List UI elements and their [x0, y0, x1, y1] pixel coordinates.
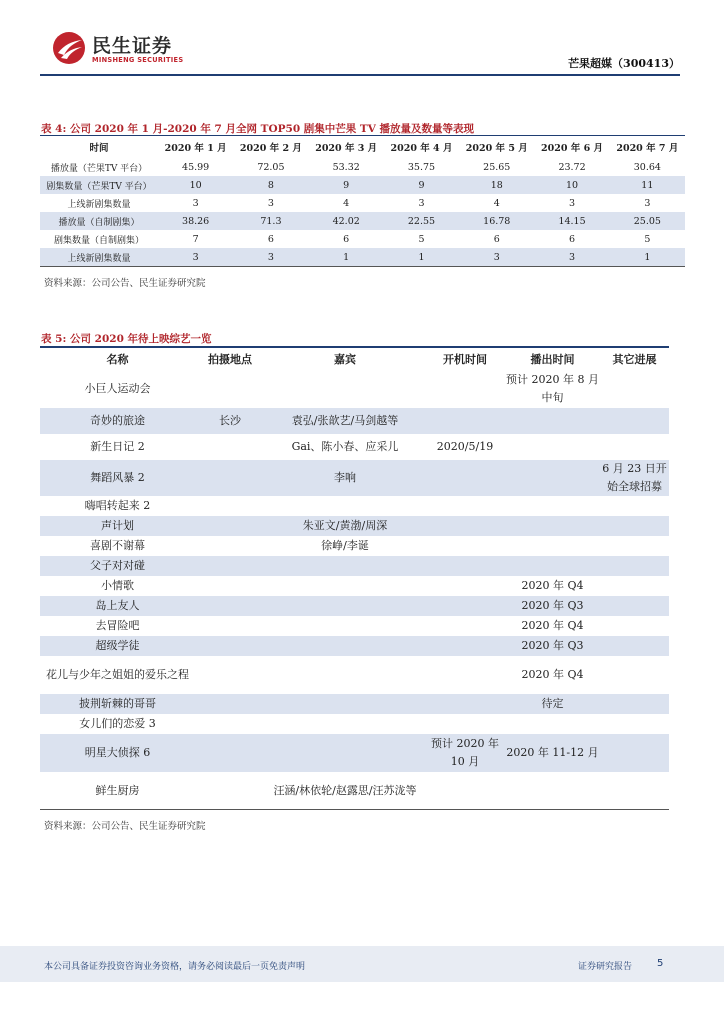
row-label: 剧集数量（自制剧集） [53, 235, 144, 246]
row-label: 上线新剧集数量 [67, 199, 131, 210]
cell-start [425, 656, 505, 694]
table-cell: 53.32 [332, 161, 360, 173]
cell-location [195, 636, 265, 656]
table-cell: 3 [233, 248, 308, 266]
table-cell: 38.26 [158, 212, 233, 230]
table-cell: 11 [610, 176, 685, 194]
table-row [40, 434, 669, 460]
table-cell: 9 [384, 176, 459, 194]
cell-name: 声计划 [40, 516, 195, 536]
cell-location [195, 370, 265, 408]
logo-text-cn: 民生证券 [92, 35, 173, 57]
cell-name: 小巨人运动会 [84, 382, 151, 395]
table-row [40, 536, 669, 556]
cell-location [195, 734, 265, 772]
table-cell: 10 [158, 176, 233, 194]
table-cell: 14.15 [534, 212, 609, 230]
cell-other [600, 734, 669, 772]
table-cell: 3 [192, 197, 199, 209]
table-cell: 3 [569, 197, 576, 209]
table4-col-header: 2020 年 2 月 [233, 136, 308, 158]
table-cell: 3 [267, 197, 274, 209]
cell-name: 小情歌 [101, 579, 134, 592]
cell-guests: 李响 [265, 460, 425, 496]
cell-name: 新生日记 2 [90, 440, 145, 453]
cell-other [600, 434, 669, 460]
table-row [40, 616, 669, 636]
cell-location [195, 460, 265, 496]
table-row [40, 772, 669, 810]
cell-air [505, 434, 600, 460]
cell-location [195, 496, 265, 516]
cell-other [600, 616, 669, 636]
cell-air [505, 556, 600, 576]
table-row [40, 460, 669, 496]
table-cell: 16.78 [459, 212, 534, 230]
table-row [40, 158, 685, 176]
table-cell: 1 [610, 248, 685, 266]
table5-col-header: 开机时间 [425, 348, 505, 370]
table-cell: 25.65 [483, 161, 511, 173]
table-cell: 35.75 [407, 161, 436, 173]
row-label: 播放量（自制剧集） [40, 212, 158, 230]
table-cell: 6 [493, 233, 500, 245]
table-cell: 1 [309, 248, 384, 266]
table-cell: 8 [233, 176, 308, 194]
table-row [40, 194, 685, 212]
table-row [40, 734, 669, 772]
cell-guests [265, 576, 425, 596]
cell-location [195, 536, 265, 556]
cell-start [425, 596, 505, 616]
cell-air [505, 714, 600, 734]
page-number: 5 [657, 958, 664, 969]
table5-source: 资料来源：公司公告、民生证券研究院 [44, 821, 206, 832]
row-label: 上线新剧集数量 [40, 248, 158, 266]
minsheng-logo-icon [52, 31, 86, 65]
cell-name: 披荆斩棘的哥哥 [40, 694, 195, 714]
table-cell: 23.72 [558, 161, 586, 173]
cell-guests [265, 596, 425, 616]
cell-guests [265, 496, 425, 516]
cell-name: 嗨唱转起来 2 [84, 499, 151, 512]
table-row [40, 576, 669, 596]
table-row [40, 496, 669, 516]
table-cell: 6 [343, 233, 350, 245]
cell-location [195, 772, 265, 810]
table-cell: 6 [267, 233, 274, 245]
table5-col-header: 名称 [40, 348, 195, 370]
cell-start [425, 516, 505, 536]
cell-guests: 袁弘/张歆艺/马剑越等 [265, 408, 425, 434]
cell-air [505, 516, 600, 536]
cell-other [600, 536, 669, 556]
table-row [40, 516, 669, 536]
cell-name: 女儿们的恋爱 3 [79, 717, 156, 730]
table-cell: 4 [343, 197, 350, 209]
table-cell: 71.3 [233, 212, 308, 230]
table-row [40, 596, 669, 616]
table4-header-row [40, 136, 685, 158]
table-cell: 25.05 [610, 212, 685, 230]
table-row [40, 408, 669, 434]
cell-air: 2020 年 Q4 [521, 668, 584, 681]
cell-air: 2020 年 Q3 [505, 596, 600, 616]
table-row [40, 714, 669, 734]
company-name: 芒果超媒（300413） [568, 57, 680, 70]
table5-col-header: 拍摄地点 [195, 348, 265, 370]
table4-title: 表 4: 公司 2020 年 1 月-2020 年 7 月全网 TOP50 剧集中芒果 TV 播放量及数量等表现 [41, 123, 475, 135]
cell-guests [265, 370, 425, 408]
cell-guests [265, 656, 425, 694]
cell-air: 待定 [505, 694, 600, 714]
cell-start [425, 714, 505, 734]
cell-other [600, 516, 669, 536]
cell-guests: 汪涵/林依轮/赵露思/汪苏泷等 [273, 784, 417, 797]
table-row [40, 556, 669, 576]
table-row [40, 636, 669, 656]
table-cell: 45.99 [182, 161, 210, 173]
cell-guests: 徐峥/李诞 [321, 539, 369, 552]
footer-report-type: 证券研究报告 [578, 962, 633, 972]
cell-air [505, 460, 600, 496]
cell-air [505, 408, 600, 434]
table-row [40, 230, 685, 248]
cell-start [425, 536, 505, 556]
cell-name: 舞蹈风暴 2 [40, 460, 195, 496]
table-cell: 42.02 [309, 212, 384, 230]
cell-start [425, 460, 505, 496]
table-row [40, 248, 685, 266]
table5 [40, 348, 669, 810]
cell-name: 喜剧不谢幕 [90, 539, 145, 552]
cell-name: 奇妙的旅途 [40, 408, 195, 434]
cell-start [425, 556, 505, 576]
cell-other [600, 596, 669, 616]
cell-guests [265, 694, 425, 714]
table-cell: 9 [309, 176, 384, 194]
cell-location [195, 434, 265, 460]
cell-location [195, 616, 265, 636]
cell-other [600, 694, 669, 714]
cell-guests [265, 636, 425, 656]
cell-air: 2020 年 11-12 月 [505, 734, 600, 772]
cell-other [600, 370, 669, 408]
cell-start: 预计 2020 年 10 月 [425, 734, 505, 772]
cell-air: 2020 年 Q4 [521, 619, 584, 632]
cell-location [195, 576, 265, 596]
table-cell: 30.64 [633, 161, 661, 173]
table4-col-header: 2020 年 4 月 [384, 136, 459, 158]
cell-name: 花儿与少年之姐姐的爱乐之程 [46, 668, 189, 681]
cell-air [505, 496, 600, 516]
cell-other [600, 496, 669, 516]
cell-air [505, 772, 600, 810]
cell-name: 鲜生厨房 [95, 784, 140, 797]
table-row [40, 370, 669, 408]
cell-name: 明星大侦探 6 [40, 734, 195, 772]
table5-title: 表 5: 公司 2020 年待上映综艺一览 [41, 333, 212, 345]
cell-air [505, 536, 600, 556]
table-cell: 1 [384, 248, 459, 266]
cell-other [600, 408, 669, 434]
logo-text-en: MINSHENG SECURITIES [92, 56, 184, 64]
table-cell: 3 [418, 197, 425, 209]
cell-name: 超级学徒 [40, 636, 195, 656]
table4-col-header: 2020 年 6 月 [534, 136, 609, 158]
table-cell: 3 [158, 248, 233, 266]
cell-location [195, 694, 265, 714]
table4-source: 资料来源：公司公告、民生证券研究院 [44, 278, 206, 289]
cell-location [195, 596, 265, 616]
cell-other [600, 656, 669, 694]
table-cell: 5 [418, 233, 425, 245]
cell-guests [265, 616, 425, 636]
cell-other [600, 636, 669, 656]
table-row [40, 656, 669, 694]
table4-col-header: 2020 年 3 月 [309, 136, 384, 158]
table4-col-header: 时间 [40, 136, 158, 158]
cell-start [425, 694, 505, 714]
table-cell: 10 [534, 176, 609, 194]
cell-name: 岛上友人 [40, 596, 195, 616]
cell-start [425, 408, 505, 434]
cell-location [195, 714, 265, 734]
table-cell: 4 [493, 197, 500, 209]
cell-location [195, 656, 265, 694]
cell-guests [265, 714, 425, 734]
table4 [40, 136, 685, 266]
table-cell: 18 [459, 176, 534, 194]
cell-other [600, 772, 669, 810]
cell-name: 父子对对碰 [40, 556, 195, 576]
cell-location [195, 556, 265, 576]
cell-other: 6 月 23 日开始全球招募 [600, 460, 669, 496]
table5-bottom-rule [40, 809, 669, 810]
row-label: 剧集数量（芒果TV 平台） [40, 176, 158, 194]
table4-col-header: 2020 年 5 月 [459, 136, 534, 158]
cell-guests: 朱亚文/黄渤/周深 [265, 516, 425, 536]
cell-start [425, 616, 505, 636]
table4-bottom-rule [40, 266, 685, 267]
table4-col-header: 2020 年 1 月 [158, 136, 233, 158]
table4-col-header: 2020 年 7 月 [610, 136, 685, 158]
cell-start [425, 636, 505, 656]
cell-location: 长沙 [195, 408, 265, 434]
table-cell: 7 [192, 233, 199, 245]
table-cell: 72.05 [257, 161, 285, 173]
table-row [40, 176, 685, 194]
cell-start [425, 370, 505, 408]
table-cell: 6 [569, 233, 576, 245]
table-cell: 3 [644, 197, 651, 209]
table-cell: 3 [459, 248, 534, 266]
table-row [40, 694, 669, 714]
table5-col-header: 其它进展 [600, 348, 669, 370]
cell-other [600, 576, 669, 596]
cell-other [600, 714, 669, 734]
cell-location [195, 516, 265, 536]
table-cell: 5 [644, 233, 651, 245]
cell-start [425, 772, 505, 810]
cell-guests: Gai、陈小春、应采儿 [291, 440, 399, 453]
cell-guests [265, 734, 425, 772]
cell-guests [265, 556, 425, 576]
row-label: 播放量（芒果TV 平台） [50, 163, 148, 174]
cell-start [425, 496, 505, 516]
table-cell: 22.55 [384, 212, 459, 230]
header-divider [40, 74, 680, 76]
cell-air: 2020 年 Q4 [521, 579, 584, 592]
cell-air: 预计 2020 年 8 月中旬 [506, 373, 599, 404]
cell-other [600, 556, 669, 576]
table5-header-row [40, 348, 669, 370]
cell-start [425, 576, 505, 596]
table-cell: 3 [534, 248, 609, 266]
table5-col-header: 播出时间 [505, 348, 600, 370]
footer-disclaimer: 本公司具备证券投资咨询业务资格，请务必阅读最后一页免责声明 [44, 962, 306, 972]
cell-air: 2020 年 Q3 [505, 636, 600, 656]
table-row [40, 212, 685, 230]
cell-name: 去冒险吧 [95, 619, 140, 632]
table5-col-header: 嘉宾 [265, 348, 425, 370]
cell-start: 2020/5/19 [436, 440, 494, 453]
